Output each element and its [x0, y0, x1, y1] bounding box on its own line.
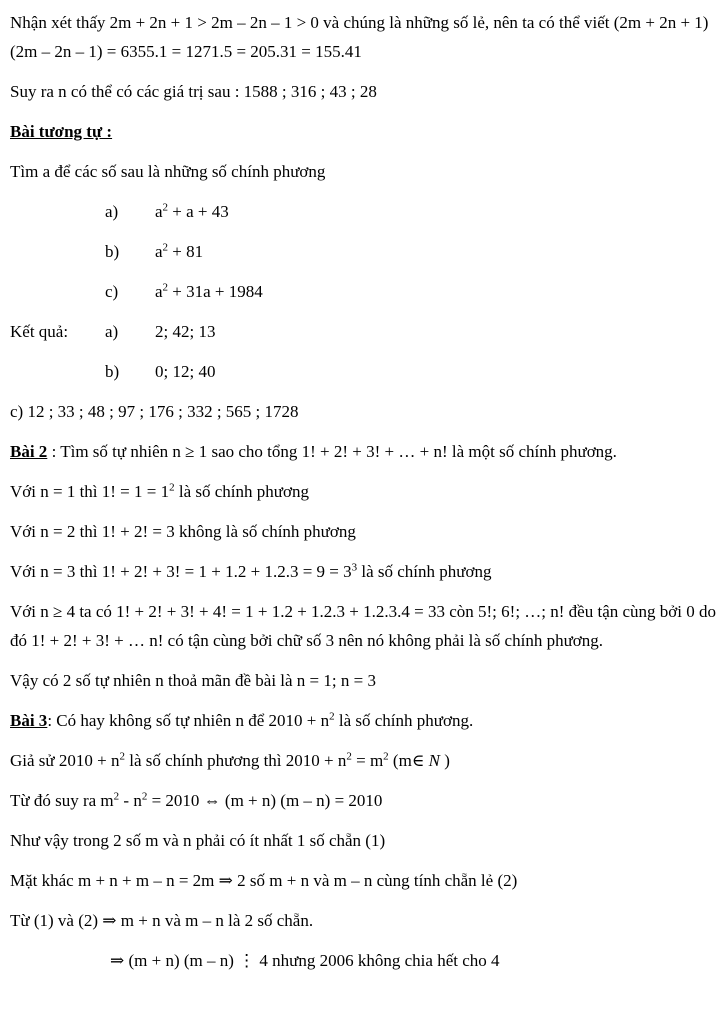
text-segment: )	[439, 751, 450, 770]
text-segment: Mặt khác m + n + m – n = 2m ⇒ 2 số m + n và m – n cùng tính chẵn lẻ (2)	[10, 871, 518, 890]
text-segment: N	[428, 751, 440, 770]
item-marker-a: a)	[105, 202, 119, 221]
text-segment: Bài 2	[10, 442, 48, 461]
text-segment: Với n = 2 thì 1! + 2! = 3 không là số chính phương	[10, 522, 356, 541]
paragraph-nhu-vay	[10, 826, 722, 855]
superscript: 3	[351, 561, 358, 574]
item-expression-c	[155, 277, 722, 306]
superscript: 2	[169, 481, 175, 494]
heading-bai-2	[10, 437, 722, 466]
text-segment: là số chính phương thì 2010 + n	[124, 751, 347, 770]
text-segment: Tìm a để các số sau là những số chính phương	[10, 162, 326, 181]
paragraph-final-implication	[10, 946, 722, 975]
row-lead	[10, 357, 105, 386]
paragraph-n-values	[10, 77, 722, 106]
row-lead	[10, 197, 105, 226]
paragraph-tim-a	[10, 157, 722, 186]
row-lead	[10, 237, 105, 266]
row-lead	[10, 277, 105, 306]
text-segment: Giả sử 2010 + n	[10, 751, 120, 770]
text-segment: Nhận xét thấy 2m + 2n + 1 > 2m – 2n – 1 > 0 và chúng là những số lẻ, nên ta có thể viết (2m + 2n + 1) (2m – 2n – 1) = 6355.1 = 1271.5 = 205.31 = 155.41	[10, 13, 709, 61]
text-segment: + 81	[168, 242, 204, 261]
result-values-a	[155, 317, 722, 346]
text-segment: Bài tương tự :	[10, 122, 113, 141]
text-segment: Từ (1) và (2) ⇒ m + n và m – n là 2 số chẵn.	[10, 911, 314, 930]
exercise-item-b	[10, 237, 722, 266]
heading-bai-tuong-tu	[10, 117, 722, 146]
text-segment: + a + 43	[168, 202, 229, 221]
text-segment: Với n = 1 thì 1! = 1 = 1	[10, 482, 170, 501]
text-segment: là số chính phương	[357, 562, 492, 581]
text-segment: Với n = 3 thì 1! + 2! + 3! = 1 + 1.2 + 1.2.3 = 9 = 3	[10, 562, 352, 581]
text-segment: a	[155, 202, 163, 221]
text-segment: Như vậy trong 2 số m và n phải có ít nhất 1 số chẵn (1)	[10, 831, 386, 850]
text-segment: 2; 42; 13	[155, 322, 216, 341]
paragraph-mat-khac	[10, 866, 722, 895]
text-segment: là số chính phương	[174, 482, 309, 501]
superscript: 2	[141, 790, 148, 803]
result-values-b	[155, 357, 722, 386]
paragraph-case-n2	[10, 517, 722, 546]
exercise-item-a	[10, 197, 722, 226]
paragraph-case-n1	[10, 477, 722, 506]
text-segment: = 2010 ⇔ (m + n) (m – n) = 2010	[147, 791, 383, 810]
superscript: 2	[162, 201, 169, 214]
paragraph-remark	[10, 8, 722, 66]
text-segment: a	[155, 242, 163, 261]
text-segment: = m	[351, 751, 384, 770]
result-row-b	[10, 357, 722, 386]
paragraph-case-n4	[10, 597, 722, 655]
item-expression-b	[155, 237, 722, 266]
paragraph-case-n3	[10, 557, 722, 586]
superscript: 2	[113, 790, 120, 803]
superscript: 2	[329, 710, 335, 723]
heading-bai-3	[10, 706, 722, 735]
paragraph-tu-do	[10, 786, 722, 815]
text-segment: Bài 3	[10, 711, 48, 730]
result-label: Kết quả:	[10, 322, 69, 341]
result-marker-b: b)	[105, 362, 120, 381]
superscript: 2	[346, 750, 352, 763]
paragraph-gia-su	[10, 746, 722, 775]
exercise-item-c	[10, 277, 722, 306]
text-segment: - n	[119, 791, 142, 810]
paragraph-tu-1-va-2	[10, 906, 722, 935]
text-segment: Với n ≥ 4 ta có 1! + 2! + 3! + 4! = 1 + 1.2 + 1.2.3 + 1.2.3.4 = 33 còn 5!; 6!; …; n! đều tận cùng bởi 0 do đó 1! + 2! + 3! + … n! có tận cùng bởi chữ số 3 nên nó không phải là số chính phương.	[10, 602, 716, 650]
text-segment: (m∈	[388, 751, 429, 770]
text-segment: 0; 12; 40	[155, 362, 216, 381]
result-row-a	[10, 317, 722, 346]
text-segment: Từ đó suy ra m	[10, 791, 114, 810]
superscript: 2	[383, 750, 389, 763]
paragraph-conclusion-bai-2	[10, 666, 722, 695]
text-segment: a	[155, 282, 163, 301]
superscript: 2	[119, 750, 125, 763]
text-segment: ⇒ (m + n) (m – n) ⋮ 4 nhưng 2006 không chia hết cho 4	[110, 951, 500, 970]
text-segment: : Có hay không số tự nhiên n để 2010 + n	[47, 711, 330, 730]
text-segment: c) 12 ; 33 ; 48 ; 97 ; 176 ; 332 ; 565 ; 1728	[10, 402, 299, 421]
item-expression-a	[155, 197, 722, 226]
superscript: 2	[162, 281, 169, 294]
text-segment: Suy ra n có thể có các giá trị sau : 1588 ; 316 ; 43 ; 28	[10, 82, 377, 101]
text-segment: là số chính phương.	[334, 711, 474, 730]
text-segment: : Tìm số tự nhiên n ≥ 1 sao cho tổng 1! + 2! + 3! + … + n! là một số chính phương.	[47, 442, 617, 461]
result-row-c	[10, 397, 722, 426]
item-marker-b: b)	[105, 242, 120, 261]
text-segment: Vậy có 2 số tự nhiên n thoả mãn đề bài là n = 1; n = 3	[10, 671, 376, 690]
item-marker-c: c)	[105, 282, 119, 301]
text-segment: + 31a + 1984	[168, 282, 263, 301]
result-marker-a: a)	[105, 322, 119, 341]
superscript: 2	[162, 241, 169, 254]
